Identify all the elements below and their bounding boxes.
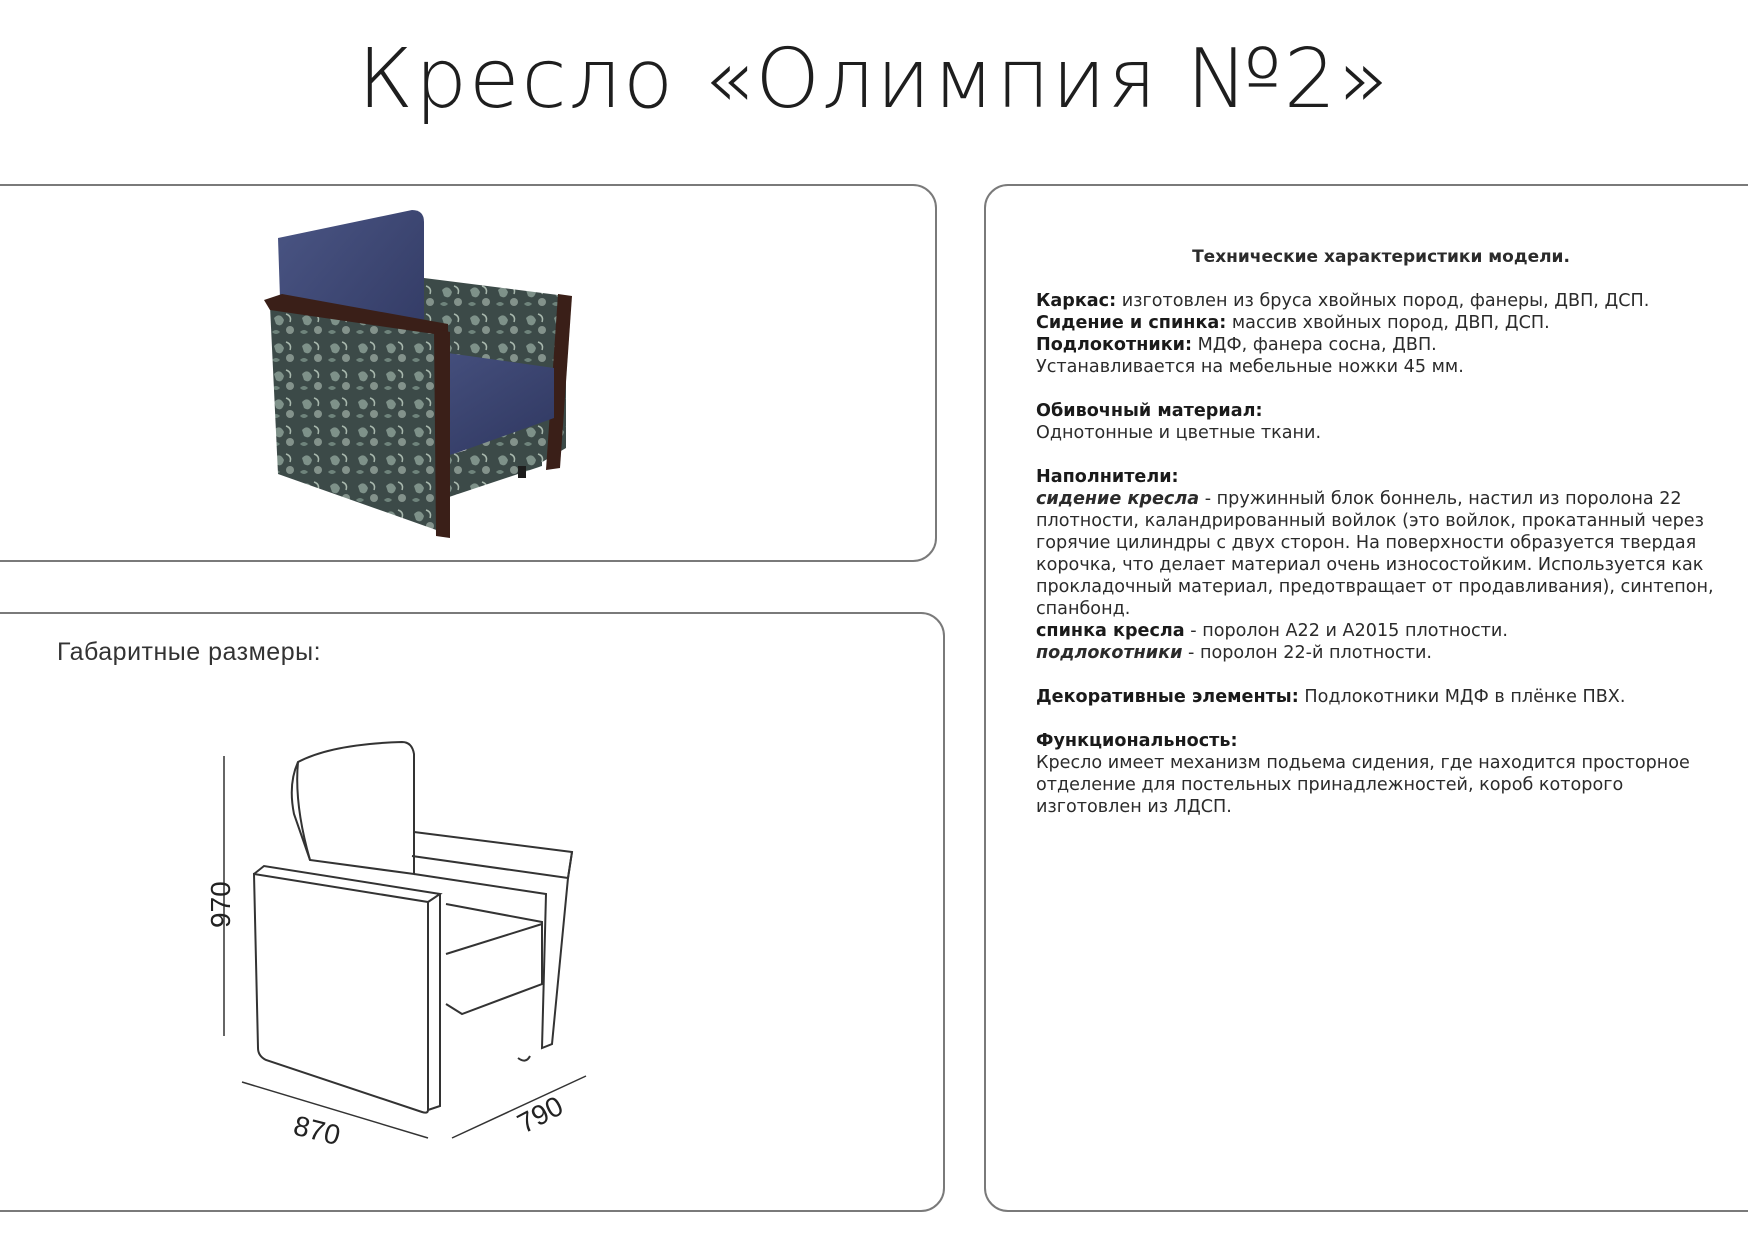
page-title: Кресло «Олимпия №2» [357,32,1391,127]
armrests-label: Подлокотники: [1036,335,1193,355]
frame-label: Каркас: [1036,291,1117,311]
seat-back-text: массив хвойных пород, ДВП, ДСП. [1226,313,1550,333]
decor-block [1036,686,1726,708]
function-text: Кресло имеет механизм подьема сидения, где находится просторное отделение для постельных принадлежностей, короб которого изготовлен из ЛДСП. [1036,753,1690,817]
legs-text: Устанавливается на мебельные ножки 45 мм. [1036,357,1464,377]
dimensions-heading: Габаритные размеры: [57,638,322,666]
decor-text: Подлокотники МДФ в плёнке ПВХ. [1298,687,1626,707]
filler-seat-text: - пружинный блок боннель, настил из поролона 22 плотности, каландрированный войлок (это войлок, прокатанный через горячие цилиндры с двух сторон. На поверхности образуется твердая корочка, что делает материал очень износостойким. Используется как прокладочный материал, предотвращает от продавливания), синтепон, спанбонд. [1036,489,1714,619]
function-block [1036,730,1726,818]
frame-text: изготовлен из бруса хвойных пород, фанеры, ДВП, ДСП. [1116,291,1650,311]
specifications-panel [984,184,1748,1212]
fillers-label: Наполнители: [1036,467,1179,487]
construction-block [1036,290,1726,378]
filler-seat-label: сидение кресла [1036,489,1200,509]
armchair-dimension-sketch [202,714,682,1154]
specifications-text [1036,246,1726,840]
product-photo-panel [0,184,937,562]
function-label: Функциональность: [1036,731,1238,751]
filler-arm-text: - поролон 22-й плотности. [1182,643,1432,663]
dimensions-panel [0,612,945,1212]
filler-arm-label: подлокотники [1036,643,1183,663]
height-label: 970 [205,881,236,928]
filler-back-label: спинка кресла [1036,621,1185,641]
armchair-photo [242,198,662,550]
upholstery-text: Однотонные и цветные ткани. [1036,423,1322,443]
fillers-block [1036,466,1726,664]
depth-label: 790 [512,1089,569,1140]
upholstery-label: Обивочный материал: [1036,401,1263,421]
specs-title: Технические характеристики модели. [1192,247,1570,267]
filler-back-text: - поролон А22 и А2015 плотности. [1184,621,1508,641]
armrests-text: МДФ, фанера сосна, ДВП. [1192,335,1437,355]
decor-label: Декоративные элементы: [1036,687,1299,707]
upholstery-block [1036,400,1726,444]
seat-back-label: Сидение и спинка: [1036,313,1227,333]
width-label: 870 [290,1109,344,1152]
